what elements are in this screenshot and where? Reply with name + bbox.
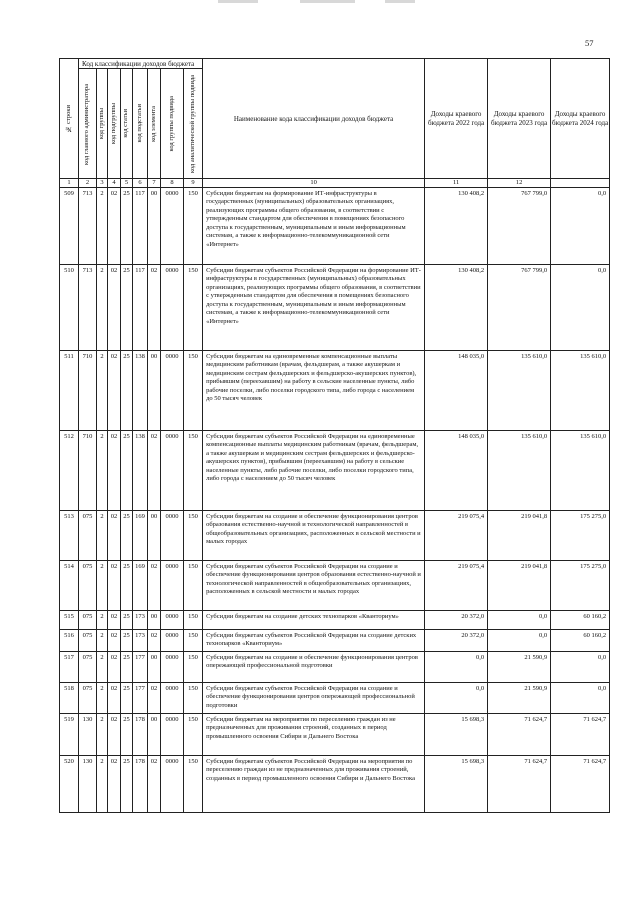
revenue-2024: 60 160,2 (551, 630, 610, 652)
article-code: 25 (121, 351, 133, 431)
subtype-group-code: 0000 (161, 682, 184, 713)
subgroup-code: 02 (108, 431, 121, 511)
element-code: 02 (148, 431, 161, 511)
revenue-2022: 20 372,0 (425, 630, 488, 652)
group-code: 2 (97, 351, 108, 431)
admin-code: 075 (79, 682, 97, 713)
subgroup-code: 02 (108, 351, 121, 431)
scan-edge-mark (385, 0, 415, 3)
revenue-2022: 130 408,2 (425, 265, 488, 351)
group-code: 2 (97, 682, 108, 713)
element-code: 02 (148, 682, 161, 713)
admin-code: 710 (79, 431, 97, 511)
table-row (60, 351, 610, 431)
column-number: 10 (203, 179, 425, 188)
table-row (60, 431, 610, 511)
subarticle-code: 178 (133, 755, 148, 812)
row-number: 516 (60, 630, 79, 652)
row-number: 511 (60, 351, 79, 431)
analytic-group-code: 150 (184, 351, 203, 431)
classification-group-header: Код классификации доходов бюджета (79, 59, 203, 69)
group-code: 2 (97, 713, 108, 755)
subarticle-code: 117 (133, 188, 148, 265)
column-number: 1 (60, 179, 79, 188)
element-code: 02 (148, 265, 161, 351)
row-number: 512 (60, 431, 79, 511)
column-number: 11 (425, 179, 488, 188)
revenue-2023: 767 799,0 (488, 265, 551, 351)
analytic-group-code: 150 (184, 265, 203, 351)
subgroup-code: 02 (108, 611, 121, 630)
admin-code: 075 (79, 611, 97, 630)
revenue-name: Субсидии бюджетам на единовременные компенсационные выплаты медицинским работникам (врачам, фельдшерам, а также акушеркам и медицинским сестрам фельдшерских и фельдшерско-акушерских пунктов), прибывшим (переехавшим) на работу в сельские населенные пункты, либо рабочие поселки, либо поселки городского типа, либо города с населением до 50 тысяч человек (203, 351, 425, 431)
table-row (60, 755, 610, 812)
code-column-header: код подгруппы (108, 69, 121, 179)
subarticle-code: 173 (133, 630, 148, 652)
column-number: 8 (161, 179, 184, 188)
subtype-group-code: 0000 (161, 713, 184, 755)
subgroup-code: 02 (108, 511, 121, 561)
article-code: 25 (121, 265, 133, 351)
subtype-group-code: 0000 (161, 651, 184, 682)
admin-code: 075 (79, 561, 97, 611)
code-column-header: код подстатьи (133, 69, 148, 179)
code-column-header: код группы подвида (161, 69, 184, 179)
analytic-group-code: 150 (184, 611, 203, 630)
subgroup-code: 02 (108, 682, 121, 713)
revenue-2024: 0,0 (551, 265, 610, 351)
row-number: 509 (60, 188, 79, 265)
revenue-2023: 219 041,8 (488, 511, 551, 561)
article-code: 25 (121, 188, 133, 265)
analytic-group-code: 150 (184, 188, 203, 265)
subgroup-code: 02 (108, 713, 121, 755)
column-number: 9 (184, 179, 203, 188)
row-number: 518 (60, 682, 79, 713)
revenue-2023: 767 799,0 (488, 188, 551, 265)
subgroup-code: 02 (108, 755, 121, 812)
row-number: 517 (60, 651, 79, 682)
column-number: 6 (133, 179, 148, 188)
article-code: 25 (121, 511, 133, 561)
admin-code: 075 (79, 651, 97, 682)
revenue-name: Субсидии бюджетам на создание и обеспечение функционирования центров образования естественно-научной и технологической направленностей в общеобразовательных организациях, расположенных в сельской местности и малых городах (203, 511, 425, 561)
group-code: 2 (97, 511, 108, 561)
year-2022-header: Доходы краевого бюджета 2022 года (425, 59, 488, 179)
row-number: 510 (60, 265, 79, 351)
revenue-2024: 135 610,0 (551, 431, 610, 511)
analytic-group-code: 150 (184, 713, 203, 755)
analytic-group-code: 150 (184, 755, 203, 812)
revenue-name: Субсидии бюджетам субъектов Российской Федерации на создание и обеспечение функционирования центров опережающей профессиональной подготовки (203, 682, 425, 713)
article-code: 25 (121, 651, 133, 682)
code-column-header: код элемента (148, 69, 161, 179)
element-code: 02 (148, 755, 161, 812)
subarticle-code: 117 (133, 265, 148, 351)
admin-code: 075 (79, 630, 97, 652)
table-row (60, 265, 610, 351)
revenue-name: Субсидии бюджетам субъектов Российской Федерации на создание детских технопарков «Кванториум» (203, 630, 425, 652)
subarticle-code: 173 (133, 611, 148, 630)
revenue-2023: 0,0 (488, 611, 551, 630)
revenue-2023: 21 590,9 (488, 651, 551, 682)
revenue-2024: 0,0 (551, 188, 610, 265)
revenue-name: Субсидии бюджетам на создание детских технопарков «Кванториум» (203, 611, 425, 630)
code-column-header: код группы (97, 69, 108, 179)
column-number-row (60, 179, 610, 188)
budget-revenue-table (59, 58, 610, 813)
subtype-group-code: 0000 (161, 431, 184, 511)
column-number: 5 (121, 179, 133, 188)
group-code: 2 (97, 755, 108, 812)
revenue-2022: 0,0 (425, 651, 488, 682)
revenue-2024: 0,0 (551, 682, 610, 713)
revenue-2022: 148 035,0 (425, 351, 488, 431)
table-row (60, 630, 610, 652)
revenue-2022: 148 035,0 (425, 431, 488, 511)
analytic-group-code: 150 (184, 630, 203, 652)
revenue-name: Субсидии бюджетам субъектов Российской Федерации на мероприятия по переселению граждан из не предназначенных для проживания строений, созданных в период промышленного освоения Сибири и Дальнего Востока (203, 755, 425, 812)
scan-edge-mark (218, 0, 258, 3)
subarticle-code: 138 (133, 431, 148, 511)
revenue-name: Субсидии бюджетам субъектов Российской Федерации на единовременные компенсационные выплаты медицинским работникам (врачам, фельдшерам, а также акушеркам и медицинским сестрам фельдшерских и фельдшерско-акушерских пунктов), прибывшим (переехавшим) на работу в сельские населенные пункты, либо рабочие поселки, либо поселки городского типа, либо города с населением до 50 тысяч человек (203, 431, 425, 511)
year-2024-header: Доходы краевого бюджета 2024 года (551, 59, 610, 179)
table-row (60, 651, 610, 682)
revenue-2022: 219 075,4 (425, 511, 488, 561)
subarticle-code: 169 (133, 561, 148, 611)
row-number: 513 (60, 511, 79, 561)
code-column-header: код статьи (121, 69, 133, 179)
year-2023-header: Доходы краевого бюджета 2023 года (488, 59, 551, 179)
admin-code: 130 (79, 713, 97, 755)
element-code: 02 (148, 561, 161, 611)
revenue-2024: 175 275,0 (551, 511, 610, 561)
subtype-group-code: 0000 (161, 265, 184, 351)
revenue-2023: 219 041,8 (488, 561, 551, 611)
group-code: 2 (97, 431, 108, 511)
subarticle-code: 138 (133, 351, 148, 431)
element-code: 02 (148, 630, 161, 652)
analytic-group-code: 150 (184, 651, 203, 682)
group-code: 2 (97, 561, 108, 611)
subgroup-code: 02 (108, 651, 121, 682)
element-code: 00 (148, 511, 161, 561)
group-code: 2 (97, 630, 108, 652)
revenue-2023: 71 624,7 (488, 713, 551, 755)
table-row (60, 682, 610, 713)
row-number: 515 (60, 611, 79, 630)
revenue-name: Субсидии бюджетам субъектов Российской Федерации на создание и обеспечение функционирования центров образования естественно-научной и технологической направленностей в общеобразовательных организациях, расположенных в сельской местности и малых городах (203, 561, 425, 611)
subtype-group-code: 0000 (161, 611, 184, 630)
revenue-2024: 175 275,0 (551, 561, 610, 611)
subtype-group-code: 0000 (161, 188, 184, 265)
revenue-2022: 15 698,3 (425, 713, 488, 755)
column-number: 12 (488, 179, 551, 188)
group-code: 2 (97, 188, 108, 265)
article-code: 25 (121, 755, 133, 812)
group-code: 2 (97, 265, 108, 351)
subgroup-code: 02 (108, 188, 121, 265)
table-row (60, 713, 610, 755)
subtype-group-code: 0000 (161, 511, 184, 561)
subtype-group-code: 0000 (161, 630, 184, 652)
table-row (60, 611, 610, 630)
table-row (60, 561, 610, 611)
scan-edge-mark (300, 0, 355, 3)
table-row (60, 511, 610, 561)
revenue-2022: 0,0 (425, 682, 488, 713)
admin-code: 710 (79, 351, 97, 431)
article-code: 25 (121, 630, 133, 652)
article-code: 25 (121, 682, 133, 713)
row-number: 514 (60, 561, 79, 611)
row-number: 519 (60, 713, 79, 755)
subarticle-code: 177 (133, 651, 148, 682)
revenue-2024: 60 160,2 (551, 611, 610, 630)
group-code: 2 (97, 611, 108, 630)
revenue-2022: 20 372,0 (425, 611, 488, 630)
subtype-group-code: 0000 (161, 561, 184, 611)
subgroup-code: 02 (108, 265, 121, 351)
element-code: 00 (148, 713, 161, 755)
revenue-2023: 71 624,7 (488, 755, 551, 812)
column-number: 2 (79, 179, 97, 188)
revenue-2022: 219 075,4 (425, 561, 488, 611)
revenue-name: Субсидии бюджетам субъектов Российской Федерации на формирование ИТ-инфраструктуры в государственных (муниципальных) образовательных организациях, реализующих программы общего образования, в соответствии с утвержденным стандартом для обеспечения в помещениях безопасного доступа к государственным, муниципальным и иным информационным системам, а также к информационно-телекоммуникационной сети «Интернет» (203, 265, 425, 351)
subarticle-code: 169 (133, 511, 148, 561)
subgroup-code: 02 (108, 630, 121, 652)
article-code: 25 (121, 431, 133, 511)
subarticle-code: 177 (133, 682, 148, 713)
column-number: 4 (108, 179, 121, 188)
analytic-group-code: 150 (184, 682, 203, 713)
column-number: 3 (97, 179, 108, 188)
name-column-header: Наименование кода классификации доходов бюджета (203, 59, 425, 179)
group-code: 2 (97, 651, 108, 682)
article-code: 25 (121, 713, 133, 755)
article-code: 25 (121, 611, 133, 630)
element-code: 00 (148, 351, 161, 431)
revenue-name: Субсидии бюджетам на создание и обеспечение функционирования центров опережающей профессиональной подготовки (203, 651, 425, 682)
revenue-2022: 15 698,3 (425, 755, 488, 812)
admin-code: 713 (79, 265, 97, 351)
code-column-header: код аналитической группы подвида (184, 69, 203, 179)
revenue-2023: 0,0 (488, 630, 551, 652)
column-number: 7 (148, 179, 161, 188)
revenue-name: Субсидии бюджетам на мероприятия по переселению граждан из не предназначенных для проживания строений, созданных в период промышленного освоения Сибири и Дальнего Востока (203, 713, 425, 755)
article-code: 25 (121, 561, 133, 611)
row-number-header: № строки (60, 59, 79, 179)
table-row (60, 188, 610, 265)
code-column-header: код главного администратора (79, 69, 97, 179)
page-number: 57 (585, 38, 594, 48)
revenue-2024: 135 610,0 (551, 351, 610, 431)
revenue-name: Субсидии бюджетам на формирование ИТ-инфраструктуры в государственных (муниципальных) образовательных организациях, реализующих программы общего образования, в соответствии с утвержденным стандартом для обеспечения в помещениях безопасного доступа к государственным, муниципальным и иным информационным системам, а также к информационно-телекоммуникационной сети «Интернет» (203, 188, 425, 265)
element-code: 00 (148, 611, 161, 630)
revenue-2024: 0,0 (551, 651, 610, 682)
analytic-group-code: 150 (184, 511, 203, 561)
element-code: 00 (148, 651, 161, 682)
admin-code: 130 (79, 755, 97, 812)
revenue-2023: 135 610,0 (488, 431, 551, 511)
admin-code: 075 (79, 511, 97, 561)
row-number: 520 (60, 755, 79, 812)
subtype-group-code: 0000 (161, 755, 184, 812)
revenue-2023: 135 610,0 (488, 351, 551, 431)
analytic-group-code: 150 (184, 561, 203, 611)
subarticle-code: 178 (133, 713, 148, 755)
revenue-2024: 71 624,7 (551, 713, 610, 755)
element-code: 00 (148, 188, 161, 265)
column-number (551, 179, 610, 188)
subtype-group-code: 0000 (161, 351, 184, 431)
revenue-2023: 21 590,9 (488, 682, 551, 713)
analytic-group-code: 150 (184, 431, 203, 511)
admin-code: 713 (79, 188, 97, 265)
revenue-2022: 130 408,2 (425, 188, 488, 265)
revenue-2024: 71 624,7 (551, 755, 610, 812)
subgroup-code: 02 (108, 561, 121, 611)
